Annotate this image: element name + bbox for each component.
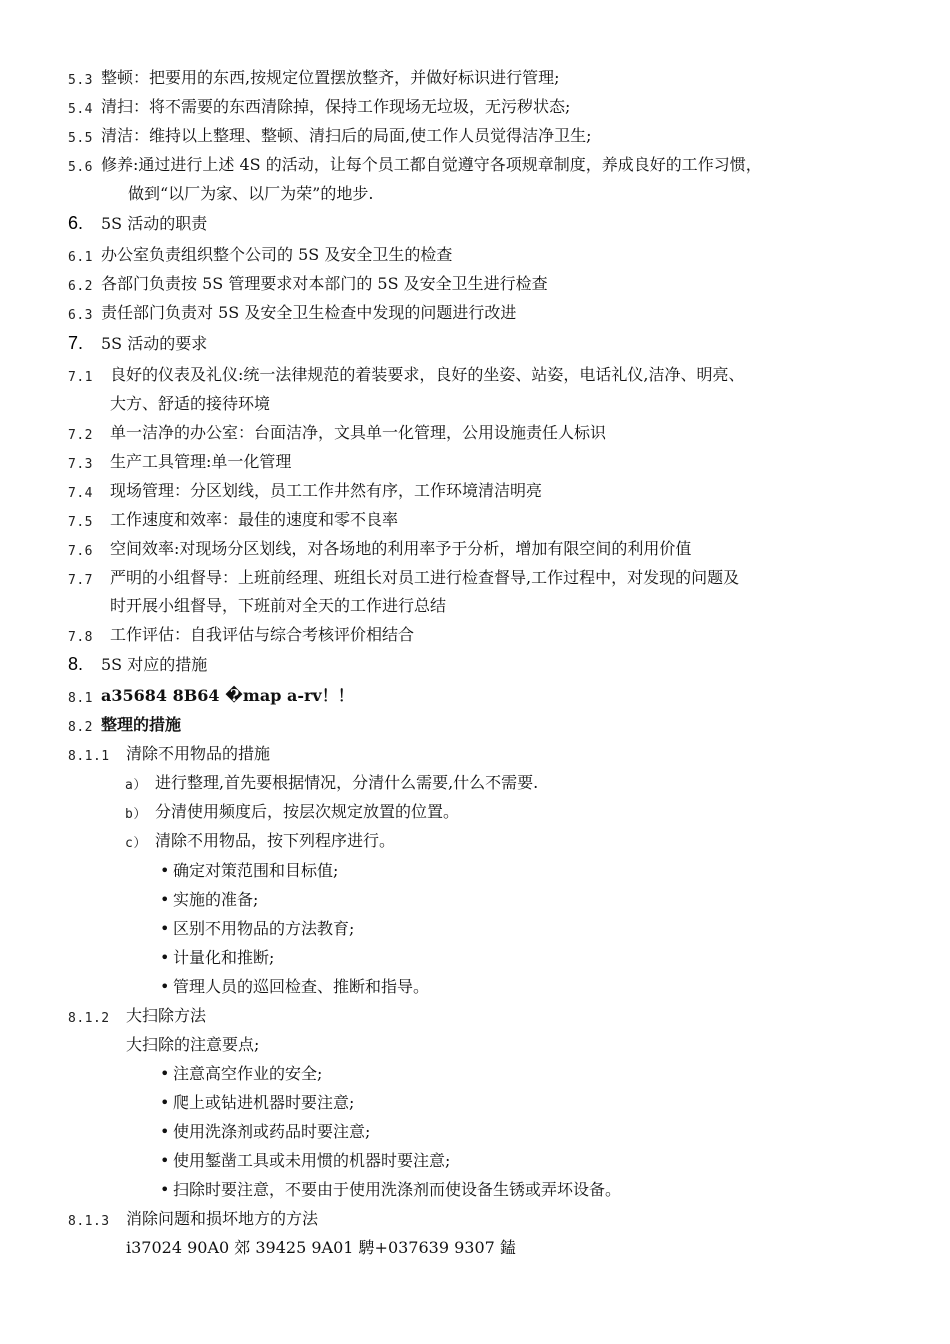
bullet-text: 确定对策范围和目标值;	[173, 861, 339, 880]
clause-text: 大扫除方法	[126, 1006, 207, 1025]
clause-text: 消除问题和损坏地方的方法	[126, 1209, 319, 1228]
section-title: 5S 对应的措施	[101, 655, 208, 674]
clause-text: 各部门负责按 5S 管理要求对本部门的 5S 及安全卫生进行检查	[101, 274, 548, 293]
clause-text: 办公室负责组织整个公司的 5S 及安全卫生的检查	[101, 245, 453, 264]
clause-number: 7.1	[68, 370, 93, 385]
clause-text-continued: 时开展小组督导，下班前对全天的工作进行总结	[110, 596, 447, 615]
list-marker: c）	[125, 836, 147, 851]
clause-text: 整理的措施	[101, 715, 182, 734]
section-number: 8.	[68, 654, 84, 674]
clause-number: 7.5	[68, 515, 93, 530]
list-marker: b）	[125, 807, 147, 822]
clause-text: 现场管理：分区划线，员工工作井然有序，工作环境清洁明亮	[110, 481, 543, 500]
bullet-dot: •	[160, 1151, 170, 1170]
clause-number: 6.3	[68, 308, 93, 323]
bullet-dot: •	[160, 1180, 170, 1199]
clause-text: 良好的仪表及礼仪:统一法律规范的着装要求，良好的坐姿、站姿，电话礼仪,洁净、明亮、	[110, 365, 745, 384]
clause-number: 6.2	[68, 279, 93, 294]
list-item-text: 分清使用频度后，按层次规定放置的位置。	[155, 802, 460, 821]
bullet-dot: •	[160, 1064, 170, 1083]
clause-number: 8.1.2	[68, 1011, 110, 1026]
bullet-text: 扫除时要注意，不要由于使用洗涤剂而使设备生锈或弄坏设备。	[173, 1180, 622, 1199]
clause-number: 7.4	[68, 486, 93, 501]
clause-text: 修养:通过进行上述 4S 的活动，让每个员工都自觉遵守各项规章制度，养成良好的工作习惯，	[101, 155, 762, 174]
list-marker: a）	[125, 778, 147, 793]
clause-number: 5.5	[68, 131, 93, 146]
clause-number: 8.2	[68, 720, 93, 735]
clause-text: 生产工具管理:单一化管理	[110, 452, 292, 471]
bullet-dot: •	[160, 948, 170, 967]
bullet-text: 实施的准备;	[173, 890, 259, 909]
clause-text: 责任部门负责对 5S 及安全卫生检查中发现的问题进行改进	[101, 303, 517, 322]
clause-number: 8.1	[68, 691, 93, 706]
clause-number: 8.1.1	[68, 749, 110, 764]
clause-text: 清洁：维持以上整理、整顿、清扫后的局面,使工作人员觉得洁净卫生;	[101, 126, 592, 145]
section-number: 6.	[68, 213, 84, 233]
clause-intro-text: 大扫除的注意要点;	[126, 1035, 260, 1054]
clause-text: a35684 8B64 �map a-rv！！	[101, 686, 354, 705]
section-title: 5S 活动的职责	[101, 214, 208, 233]
bullet-text: 区别不用物品的方法教育;	[173, 919, 355, 938]
clause-number: 5.4	[68, 102, 93, 117]
clause-text-continued: 大方、舒适的接待环境	[110, 394, 271, 413]
clause-text: 清除不用物品的措施	[126, 744, 271, 763]
clause-number: 6.1	[68, 250, 93, 265]
clause-text: 整顿：把要用的东西,按规定位置摆放整齐，并做好标识进行管理;	[101, 68, 560, 87]
clause-text: 空间效率:对现场分区划线，对各场地的利用率予于分析，增加有限空间的利用价值	[110, 539, 692, 558]
clause-text: 工作速度和效率：最佳的速度和零不良率	[110, 510, 399, 529]
bullet-text: 爬上或钻进机器时要注意;	[173, 1093, 355, 1112]
clause-text-continued: 做到“以厂为家、以厂为荣”的地步.	[128, 184, 374, 203]
bullet-dot: •	[160, 861, 170, 880]
bullet-dot: •	[160, 1093, 170, 1112]
section-title: 5S 活动的要求	[101, 334, 208, 353]
clause-number: 5.6	[68, 160, 93, 175]
bullet-dot: •	[160, 977, 170, 996]
clause-text: 单一洁净的办公室：台面洁净，文具单一化管理，公用设施责任人标识	[110, 423, 607, 442]
list-item-text: 进行整理,首先要根据情况，分清什么需要,什么不需要.	[155, 773, 539, 792]
clause-text: 严明的小组督导：上班前经理、班组长对员工进行检查督导,工作过程中，对发现的问题及	[110, 568, 740, 587]
clause-number: 8.1.3	[68, 1214, 110, 1229]
list-item-text: 清除不用物品，按下列程序进行。	[155, 831, 396, 850]
bullet-text: 计量化和推断;	[173, 948, 275, 967]
bullet-dot: •	[160, 1122, 170, 1141]
clause-number: 7.7	[68, 573, 93, 588]
clause-text: 清扫：将不需要的东西清除掉，保持工作现场无垃圾，无污秽状态;	[101, 97, 571, 116]
bullet-text: 管理人员的巡回检查、推断和指导。	[173, 977, 430, 996]
clause-text: 工作评估：自我评估与综合考核评价相结合	[110, 625, 415, 644]
bullet-text: 注意高空作业的安全;	[173, 1064, 323, 1083]
bullet-dot: •	[160, 919, 170, 938]
bullet-text: 使用錾凿工具或未用惯的机器时要注意;	[173, 1151, 451, 1170]
clause-number: 7.2	[68, 428, 93, 443]
bullet-text: 使用洗涤剂或药品时要注意;	[173, 1122, 371, 1141]
clause-number: 7.3	[68, 457, 93, 472]
section-number: 7.	[68, 333, 84, 353]
garbled-text: i37024 90A0 郊 39425 9A01 騁+037639 9307 鎑	[126, 1238, 516, 1257]
clause-number: 7.6	[68, 544, 93, 559]
clause-number: 5.3	[68, 73, 93, 88]
clause-number: 7.8	[68, 630, 93, 645]
bullet-dot: •	[160, 890, 170, 909]
